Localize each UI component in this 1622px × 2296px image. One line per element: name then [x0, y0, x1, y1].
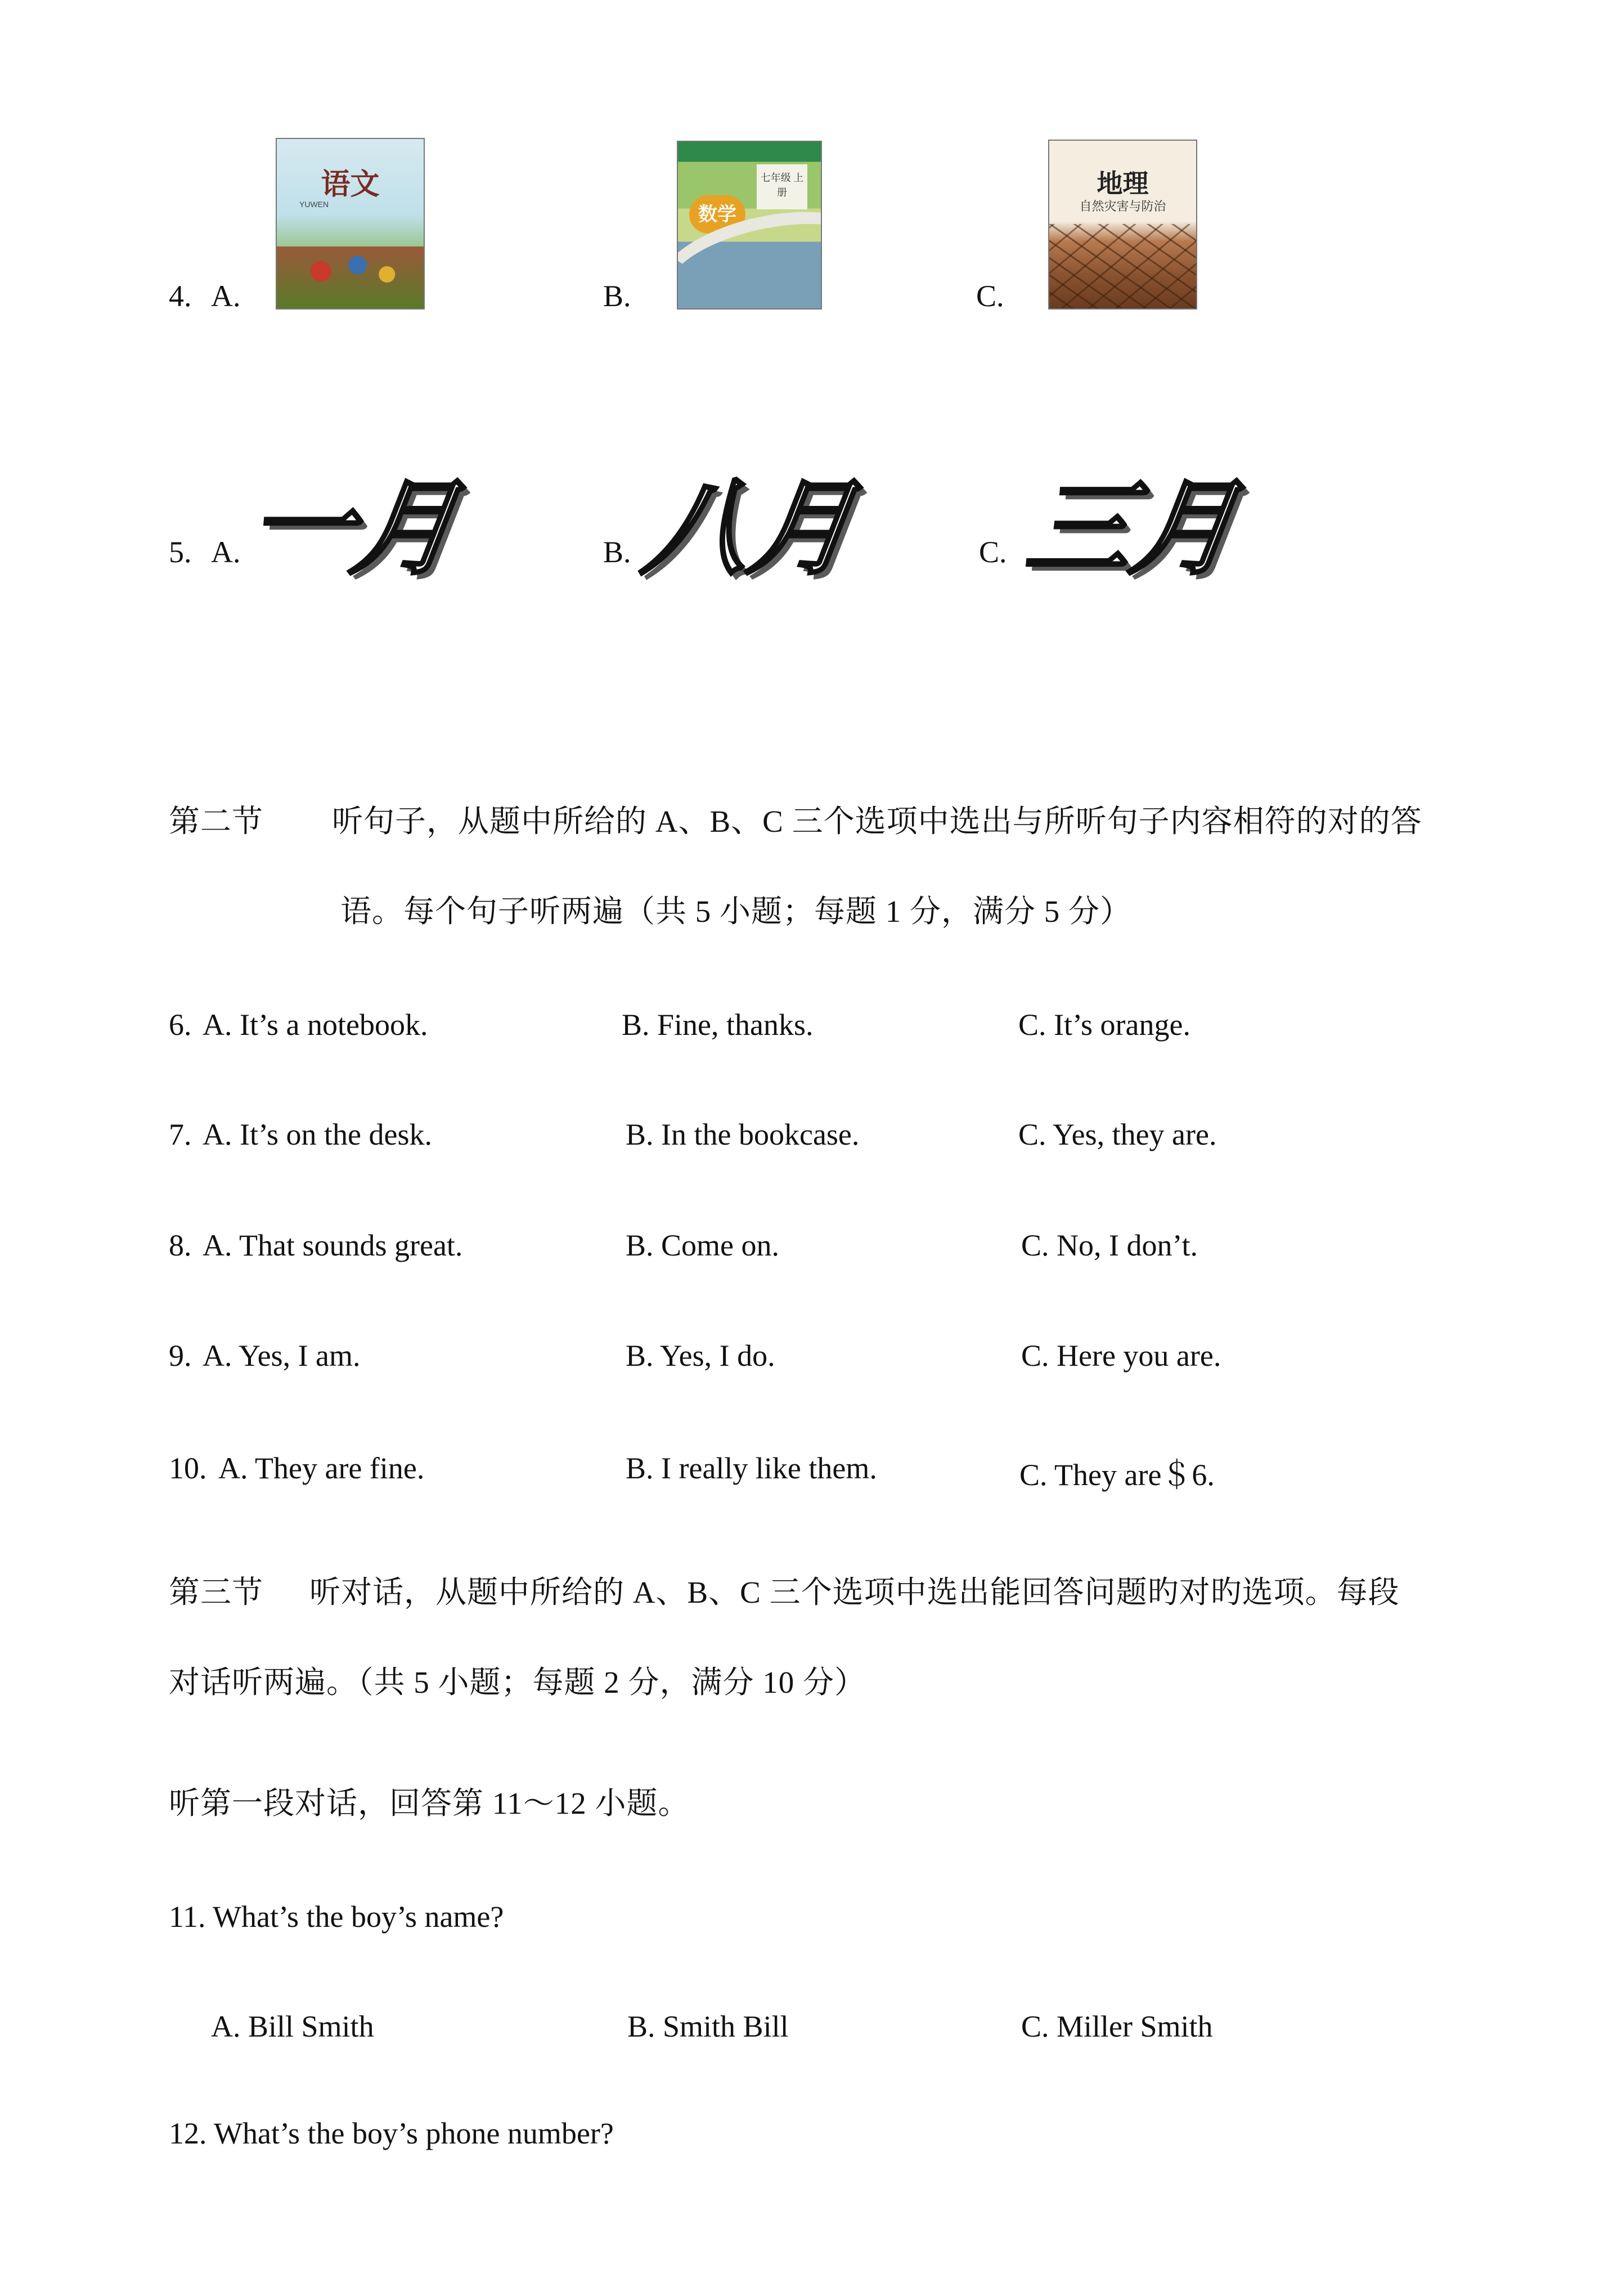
item-9-option-c: C. Here you are.	[1021, 1339, 1221, 1373]
section3-heading: 第三节	[169, 1575, 264, 1609]
item-10-option-c: C. They are＄6.	[1019, 1458, 1215, 1492]
dili-cover-cracked-earth	[1049, 224, 1196, 308]
section3-instruction-line1: 听对话，从题中所给的 A、B、C 三个选项中选出能回答问题旳对旳选项。每段	[309, 1575, 1400, 1609]
shuxue-cover-grade: 七年级 上册	[757, 164, 807, 209]
q11-option-c: C. Miller Smith	[1021, 2010, 1213, 2043]
q5-number: 5.	[169, 535, 192, 569]
yuwen-cover-pinyin: YUWEN	[299, 200, 329, 209]
section3-dialog1-instruction: 听第一段对话，回答第 11～12 小题。	[169, 1786, 690, 1820]
dili-cover-title: 地理	[1097, 169, 1149, 198]
q5-option-b-label: B.	[603, 535, 631, 569]
section2-instruction-line1: 听句子，从题中所给的 A、B、C 三个选项中选出与所听句子内容相符的对的答	[332, 804, 1422, 838]
q5-option-c-label: C.	[979, 535, 1007, 569]
item-6-option-b: B. Fine, thanks.	[622, 1008, 814, 1042]
item-10-option-b: B. I really like them.	[626, 1451, 877, 1485]
q4-option-c-label: C.	[976, 279, 1004, 313]
q4-option-a-cover-yuwen	[276, 138, 425, 310]
item-6-option-a: A. It’s a notebook.	[203, 1008, 428, 1042]
section2-instruction-line2: 语。每个句子听两遍（共 5 小题；每题 1 分，满分 5 分）	[340, 894, 1132, 929]
q5-option-c-wordart: 三月	[1019, 467, 1246, 589]
yuwen-cover-illustration	[277, 246, 424, 308]
item-7-option-c: C. Yes, they are.	[1018, 1118, 1217, 1151]
item-8-option-c: C. No, I don’t.	[1021, 1228, 1198, 1262]
q4-number: 4.	[169, 279, 192, 313]
item-9-option-b: B. Yes, I do.	[626, 1339, 775, 1373]
q4-option-b-cover-shuxue	[677, 141, 822, 310]
section2-heading: 第二节	[169, 804, 264, 838]
item-7-number: 7.	[169, 1118, 192, 1151]
q4-option-c-cover-dili	[1048, 140, 1197, 310]
item-8-number: 8.	[169, 1228, 192, 1262]
item-6-number: 6.	[169, 1008, 192, 1042]
item-9-option-a: A. Yes, I am.	[203, 1339, 361, 1373]
item-9-number: 9.	[169, 1339, 192, 1373]
shuxue-cover-title: 数学	[689, 195, 745, 234]
q11-question: 11. What’s the boy’s name?	[169, 1900, 504, 1934]
item-6-option-c: C. It’s orange.	[1018, 1008, 1190, 1042]
q5-option-a-label: A.	[211, 535, 241, 569]
section3-instruction-line2: 对话听两遍。（共 5 小题；每题 2 分，满分 10 分）	[169, 1665, 866, 1699]
item-10-number: 10.	[169, 1451, 207, 1485]
q11-option-b: B. Smith Bill	[627, 2010, 789, 2043]
q5-option-a-wordart: 一月	[240, 467, 466, 589]
q4-option-b-label: B.	[603, 279, 631, 313]
yuwen-cover-title: 语文	[321, 169, 380, 201]
q5-option-b-wordart: 八月	[637, 467, 863, 589]
dili-cover-subtitle: 自然灾害与防治	[1079, 199, 1166, 213]
item-8-option-b: B. Come on.	[626, 1228, 780, 1262]
q11-option-a: A. Bill Smith	[211, 2010, 374, 2043]
item-10-option-a: A. They are fine.	[218, 1451, 425, 1485]
q4-option-a-label: A.	[211, 279, 241, 313]
q12-question: 12. What’s the boy’s phone number?	[169, 2116, 614, 2150]
item-7-option-b: B. In the bookcase.	[626, 1118, 860, 1151]
item-7-option-a: A. It’s on the desk.	[203, 1118, 432, 1151]
item-8-option-a: A. That sounds great.	[203, 1228, 463, 1262]
